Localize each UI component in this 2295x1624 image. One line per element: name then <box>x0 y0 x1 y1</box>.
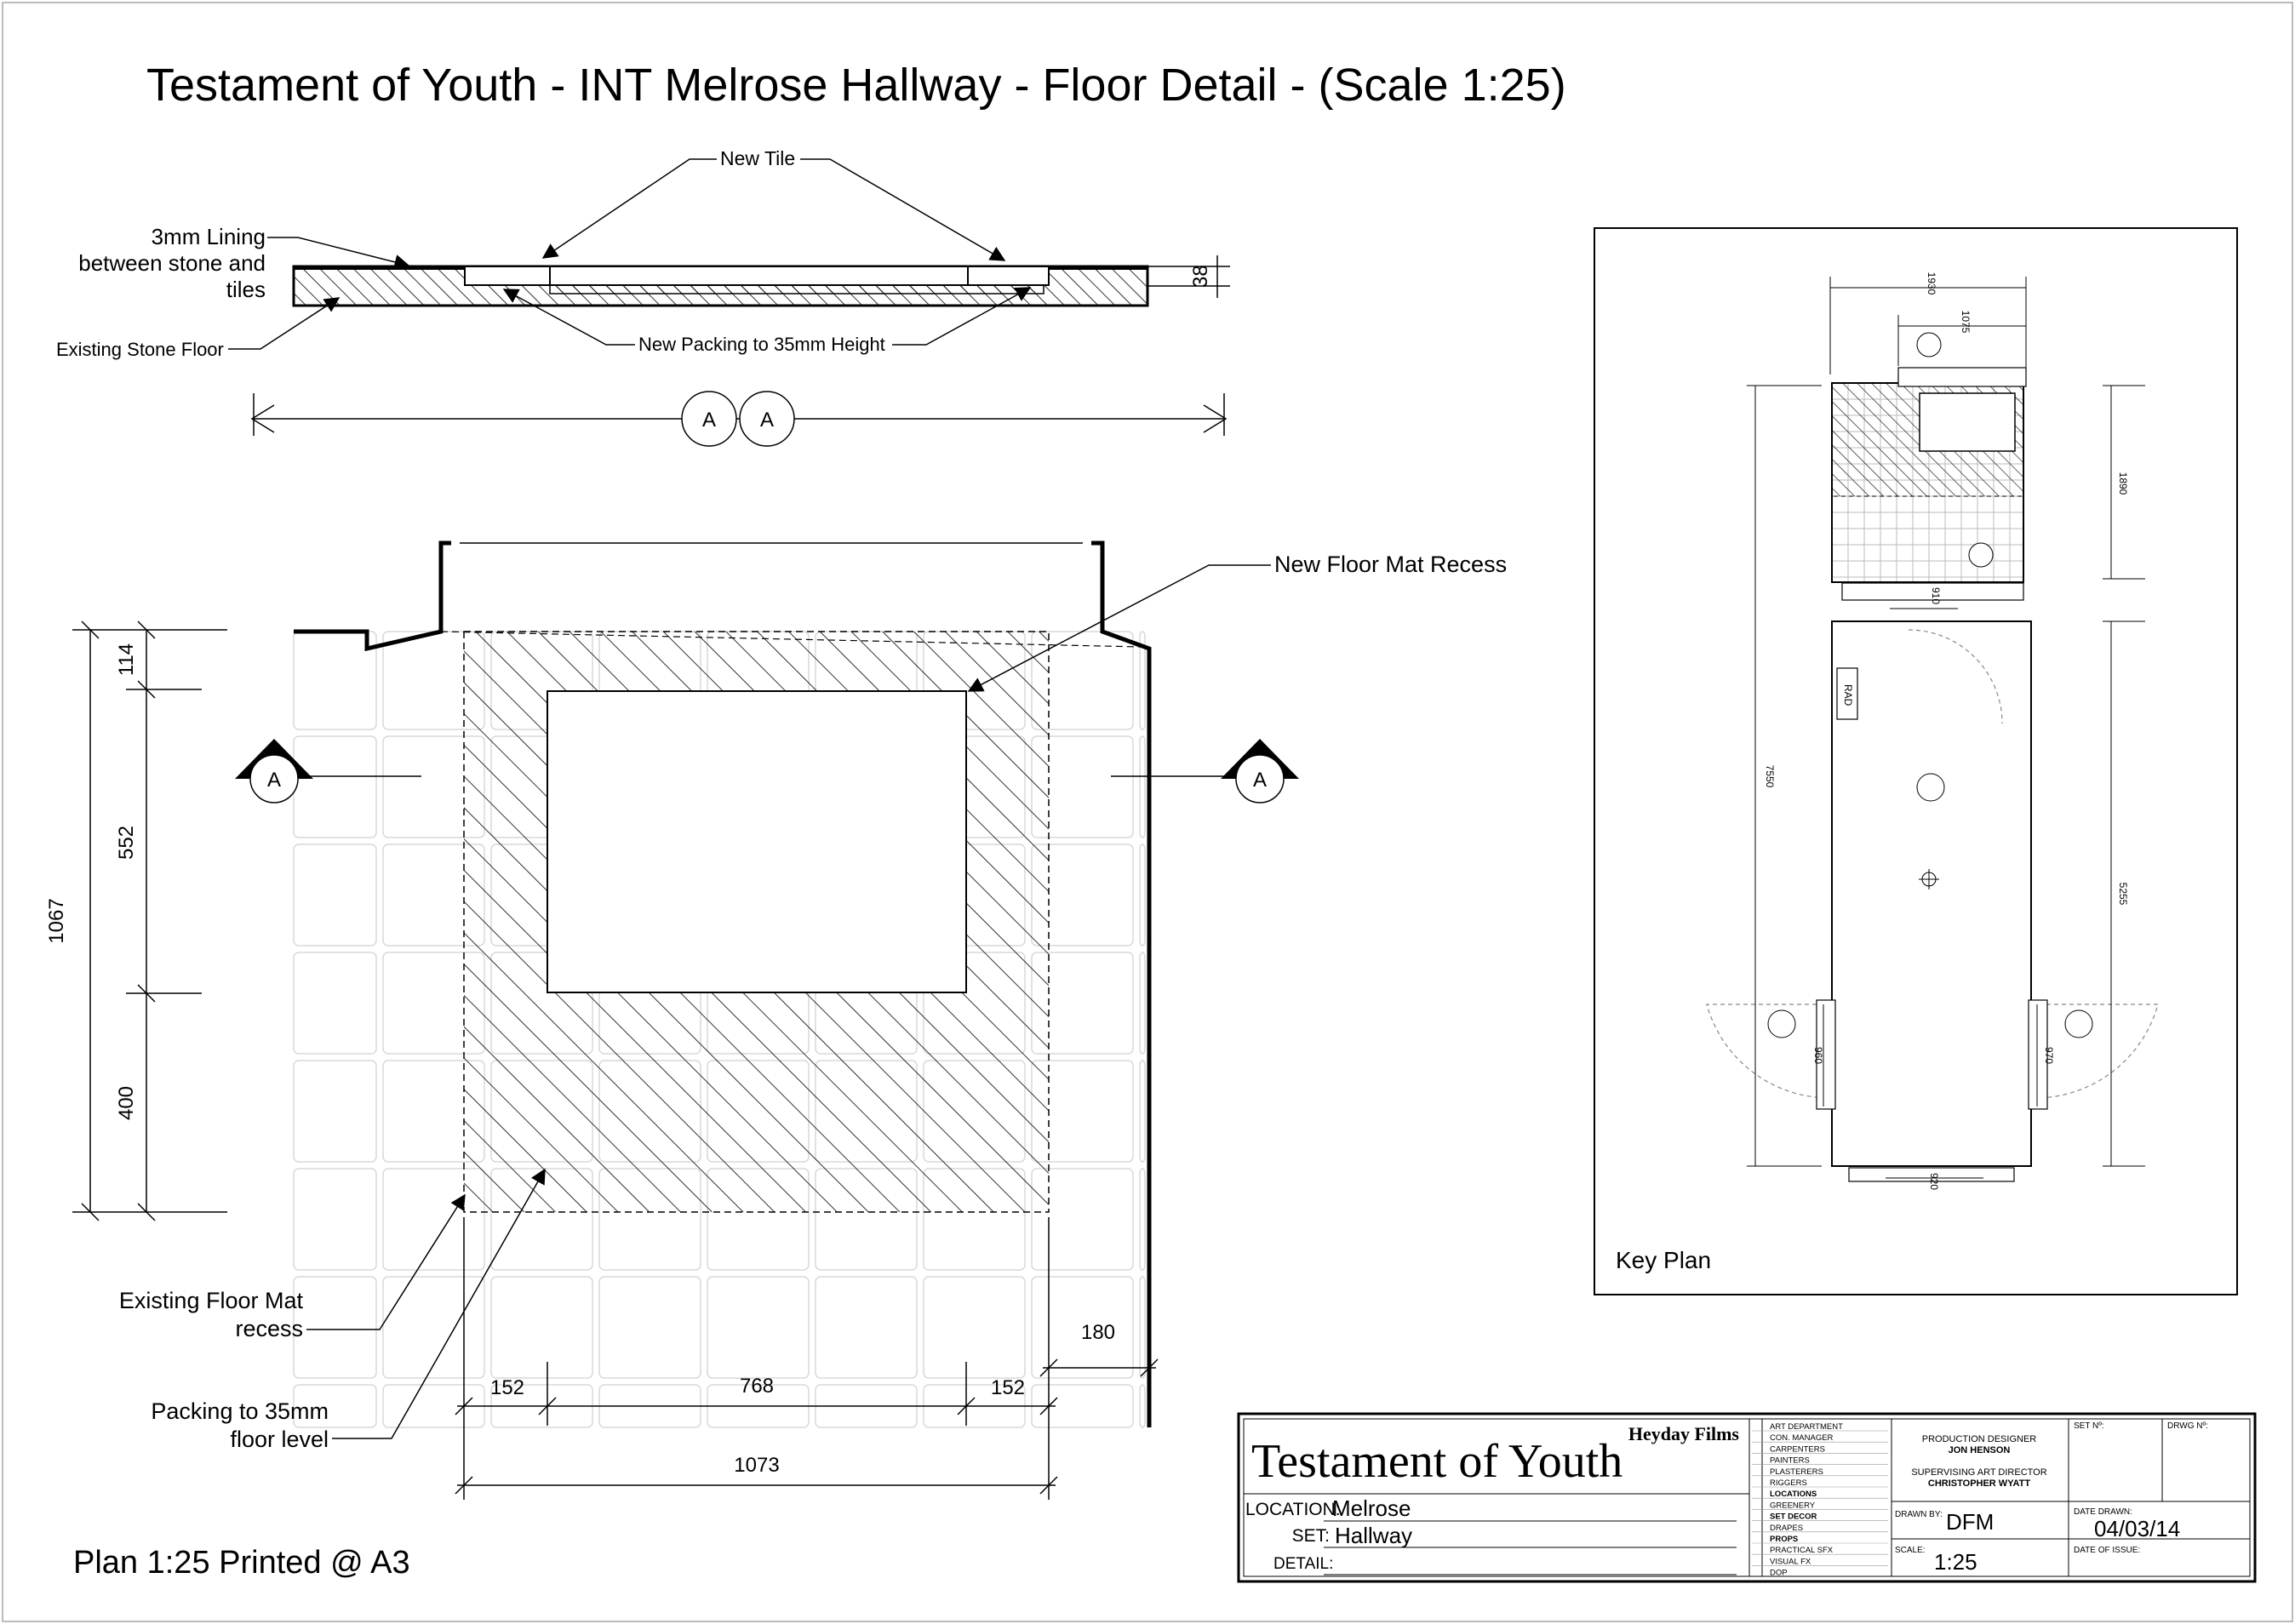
date-issue-label: DATE OF ISSUE: <box>2074 1546 2141 1555</box>
department-item: PROPS <box>1770 1535 1799 1544</box>
dim-bottom: 400 <box>115 1085 138 1121</box>
department-item: GREENERY <box>1770 1501 1816 1511</box>
existing-floor-mat-label-1: Existing Floor Mat <box>118 1288 303 1313</box>
key-dim-970: 970 <box>2043 1046 2055 1065</box>
key-dim-1930: 1930 <box>1926 272 1937 295</box>
packing-label-2: floor level <box>230 1427 329 1452</box>
dim-left-gap: 152 <box>489 1376 525 1399</box>
dim-overall-width: 1073 <box>734 1454 780 1477</box>
department-item: DRAPES <box>1770 1523 1804 1533</box>
department-item: VISUAL FX <box>1770 1557 1811 1567</box>
department-item: ART DEPARTMENT <box>1770 1422 1843 1432</box>
key-plan-hallway <box>1832 621 2031 1166</box>
department-item: DOP <box>1770 1568 1788 1578</box>
lining-label-2: between stone and <box>78 250 266 276</box>
title-block <box>1239 1414 2255 1581</box>
department-item: LOCATIONS <box>1770 1490 1817 1500</box>
detail-label: DETAIL: <box>1273 1555 1334 1573</box>
department-item: CON. MANAGER <box>1770 1433 1834 1444</box>
new-tile-label: New Tile <box>720 147 796 169</box>
new-tile-left <box>465 266 550 285</box>
dim-mid: 552 <box>115 825 138 861</box>
department-item: CARPENTERS <box>1770 1444 1825 1455</box>
packing-void <box>550 266 968 285</box>
svg-text:A: A <box>1252 769 1268 792</box>
lining-strip-right <box>1049 266 1147 270</box>
key-plan-rad: RAD <box>1842 684 1854 706</box>
drawing-number-label: DRWG Nº: <box>2167 1421 2208 1431</box>
dim-top: 114 <box>115 643 138 677</box>
scale-label: SCALE: <box>1895 1546 1926 1555</box>
key-plan <box>1594 228 2237 1295</box>
dim-wall-offset: 180 <box>1080 1321 1116 1344</box>
section-marker-a-left: A <box>701 409 717 432</box>
lining-label-3: tiles <box>226 277 266 302</box>
date-drawn-label: DATE DRAWN: <box>2074 1507 2132 1517</box>
new-floor-mat-recess <box>547 691 966 992</box>
key-dim-5255: 5255 <box>2117 882 2129 906</box>
key-dim-910: 910 <box>1930 586 1942 605</box>
packing-label-1: Packing to 35mm <box>151 1398 329 1424</box>
dim-mat-width: 768 <box>739 1375 775 1398</box>
location-value: Melrose <box>1332 1495 1411 1521</box>
new-packing <box>550 285 1044 294</box>
dim-total-height: 1067 <box>45 898 68 944</box>
company-name: Heyday Films <box>1628 1423 1739 1444</box>
key-plan-mat-recess <box>1920 393 2015 451</box>
key-dim-960: 960 <box>1812 1046 1824 1065</box>
drawn-by-value: DFM <box>1946 1509 1995 1535</box>
drawing-title: Testament of Youth - INT Melrose Hallway - Floor Detail - (Scale 1:25) <box>146 60 1566 111</box>
key-dim-1075: 1075 <box>1960 310 1972 334</box>
svg-text:A: A <box>266 769 282 792</box>
key-dim-7550: 7550 <box>1764 764 1776 788</box>
supervising-ad-name: CHRISTOPHER WYATT <box>1927 1478 2031 1489</box>
dim-right-gap: 152 <box>990 1376 1026 1399</box>
scale-value: 1:25 <box>1934 1549 1977 1575</box>
new-tile-right <box>968 266 1049 285</box>
date-drawn-value: 04/03/14 <box>2094 1516 2181 1541</box>
location-label: LOCATION: <box>1245 1500 1341 1519</box>
key-plan-label: Key Plan <box>1616 1247 1712 1273</box>
drawn-by-label: DRAWN BY: <box>1895 1510 1943 1519</box>
section-marker-a-right: A <box>759 409 775 432</box>
key-dim-920: 920 <box>1928 1172 1940 1191</box>
department-item: RIGGERS <box>1770 1478 1807 1488</box>
key-dim-1890: 1890 <box>2117 472 2129 495</box>
lining-label-1: 3mm Lining <box>151 224 266 249</box>
new-floor-mat-recess-label: New Floor Mat Recess <box>1274 552 1508 577</box>
existing-stone-floor-label: Existing Stone Floor <box>56 339 224 360</box>
new-packing-label: New Packing to 35mm Height <box>638 334 885 355</box>
section-height-dim: 38 <box>1189 265 1212 288</box>
set-value: Hallway <box>1335 1523 1413 1548</box>
production-designer-label: PRODUCTION DESIGNER <box>1921 1434 2037 1444</box>
set-number-label: SET Nº: <box>2074 1421 2104 1431</box>
department-item: SET DECOR <box>1770 1512 1817 1522</box>
set-label: SET: <box>1291 1526 1330 1546</box>
lining-strip-left <box>295 266 465 270</box>
department-item: PRACTICAL SFX <box>1770 1546 1834 1556</box>
department-item: PLASTERERS <box>1770 1467 1823 1477</box>
existing-floor-mat-label-2: recess <box>235 1316 303 1341</box>
production-title: Testament of Youth <box>1251 1435 1623 1488</box>
plan-scale-note: Plan 1:25 Printed @ A3 <box>73 1545 410 1581</box>
production-designer-name: JON HENSON <box>1948 1445 2011 1455</box>
department-item: PAINTERS <box>1770 1455 1810 1466</box>
supervising-ad-label: SUPERVISING ART DIRECTOR <box>1911 1467 2047 1478</box>
